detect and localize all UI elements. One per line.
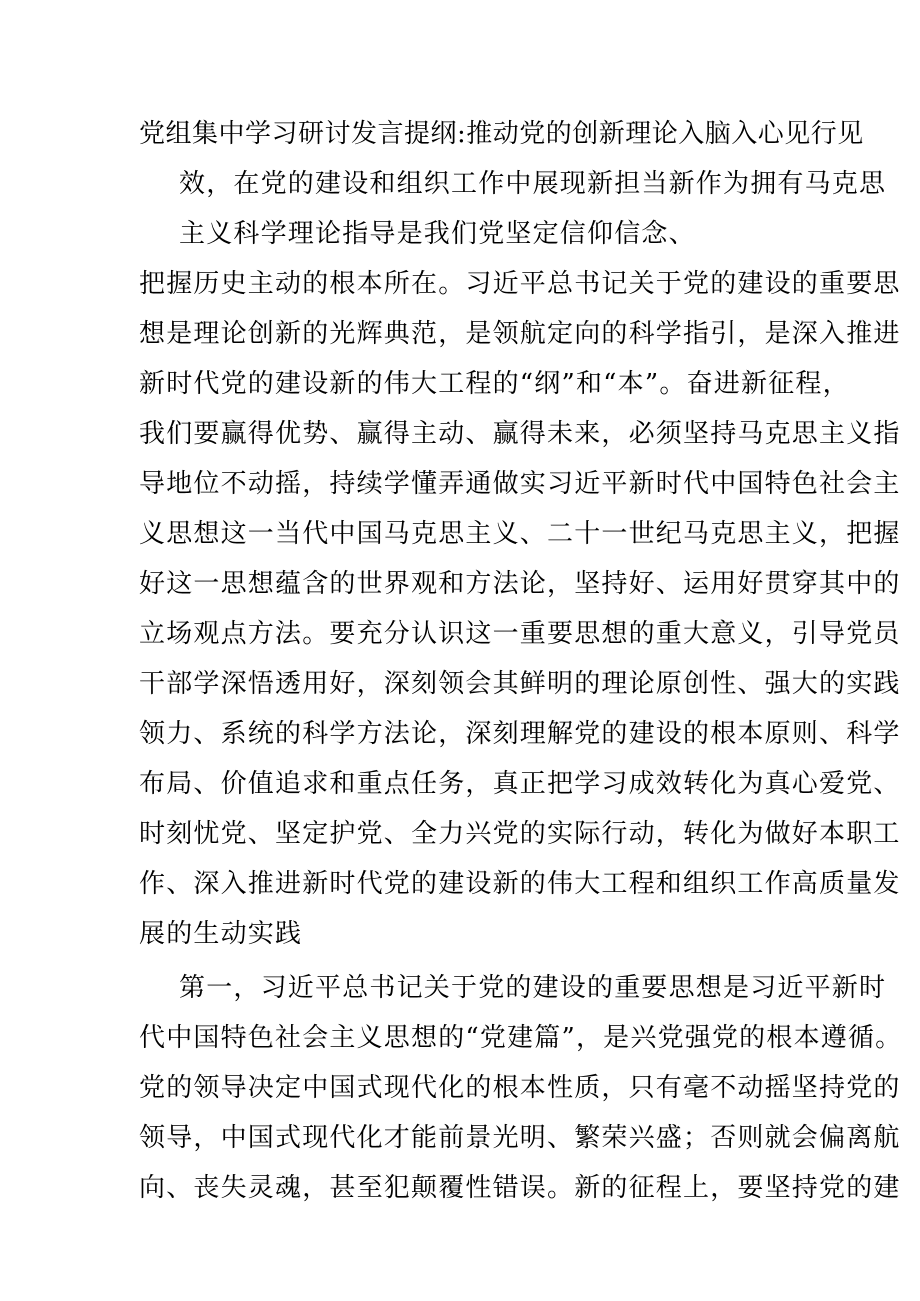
title-line-3: 主义科学理论指导是我们党坚定信仰信念、 xyxy=(179,219,696,249)
title-line-1: 党组集中学习研讨发言提纲:推动党的创新理论入脑入心见行见 xyxy=(139,119,864,149)
title-line-2: 效，在党的建设和组织工作中展现新担当新作为拥有马克思 xyxy=(179,169,887,199)
paragraph-1-line-13: 作、深入推进新时代党的建设新的伟大工程和组织工作高质量发 xyxy=(139,869,901,899)
paragraph-1-line-5: 导地位不动摇，持续学懂弄通做实习近平新时代中国特色社会主 xyxy=(139,469,901,499)
paragraph-2-line-2: 代中国特色社会主义思想的“党建篇”，是兴党强党的根本遵循。 xyxy=(139,1023,903,1053)
paragraph-1-line-4: 我们要赢得优势、赢得主动、赢得未来，必须坚持马克思主义指 xyxy=(139,419,901,449)
paragraph-2-line-5: 向、丧失灵魂，甚至犯颠覆性错误。新的征程上，要坚持党的建 xyxy=(139,1173,901,1203)
paragraph-1-line-11: 布局、价值追求和重点任务，真正把学习成效转化为真心爱党、 xyxy=(139,769,901,799)
paragraph-2-line-3: 党的领导决定中国式现代化的根本性质，只有毫不动摇坚持党的 xyxy=(139,1073,901,1103)
paragraph-2-line-1: 第一，习近平总书记关于党的建设的重要思想是习近平新时 xyxy=(179,973,887,1003)
paragraph-1-line-1: 把握历史主动的根本所在。习近平总书记关于党的建设的重要思 xyxy=(139,269,901,299)
paragraph-1-line-3: 新时代党的建设新的伟大工程的“纲”和“本”。奋进新征程， xyxy=(139,369,850,399)
paragraph-1-line-7: 好这一思想蕴含的世界观和方法论，坚持好、运用好贯穿其中的 xyxy=(139,569,901,599)
paragraph-1-line-6: 义思想这一当代中国马克思主义、二十一世纪马克思主义，把握 xyxy=(139,519,901,549)
paragraph-1-line-8: 立场观点方法。要充分认识这一重要思想的重大意义，引导党员 xyxy=(139,619,901,649)
paragraph-1-line-10: 领力、系统的科学方法论，深刻理解党的建设的根本原则、科学 xyxy=(139,719,901,749)
paragraph-1-line-2: 想是理论创新的光辉典范，是领航定向的科学指引，是深入推进 xyxy=(139,319,901,349)
paragraph-1-line-12: 时刻忧党、坚定护党、全力兴党的实际行动，转化为做好本职工 xyxy=(139,819,901,849)
paragraph-1-line-9: 干部学深悟透用好，深刻领会其鲜明的理论原创性、强大的实践 xyxy=(139,669,901,699)
paragraph-1-line-14: 展的生动实践 xyxy=(139,919,303,949)
paragraph-2-line-4: 领导，中国式现代化才能前景光明、繁荣兴盛；否则就会偏离航 xyxy=(139,1123,901,1153)
